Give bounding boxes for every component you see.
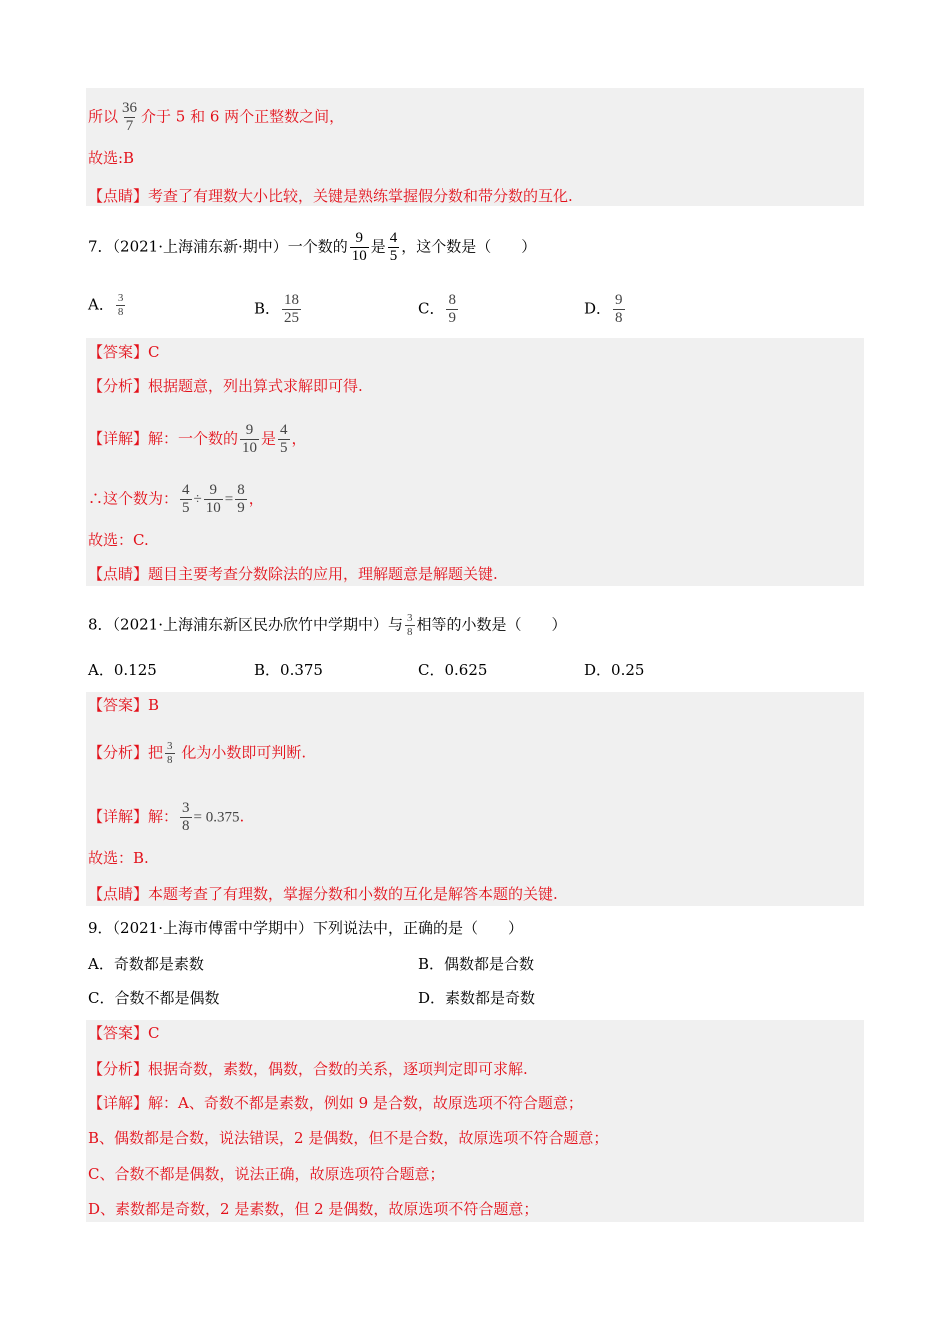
- q6-comment: 【点睛】考查了有理数大小比较，关键是熟练掌握假分数和带分数的互化.: [88, 187, 573, 205]
- q7-detail: 【详解】解：一个数的 $\frac{9}{10}$ 是 $\frac{4}{5}$ ，: [88, 422, 307, 456]
- q8-option-b: B．0.375: [254, 661, 323, 679]
- q8-stem: 8．（2021·上海浦东新区民办欣竹中学期中）与 $\frac{3}{8}$ 相等的小数是（ ）: [88, 612, 567, 638]
- fraction: $\frac{9}{10}$: [242, 422, 258, 456]
- q9-detail-line-d: D、素数都是奇数，2 是素数，但 2 是偶数，故原选项不符合题意；: [88, 1200, 539, 1218]
- q7-option-c: C． $\frac{8}{9}$: [418, 292, 456, 326]
- q9-analysis: 【分析】根据奇数，素数，偶数，合数的关系，逐项判定即可求解.: [88, 1060, 528, 1078]
- fraction: $\frac{3}{8}$: [407, 612, 413, 638]
- q8-answer: 【答案】B: [88, 696, 160, 714]
- fraction-36-7: $\frac{36}{7}$: [122, 100, 138, 134]
- answer-block-q9: [86, 1020, 864, 1222]
- q7-choose: 故选：C.: [88, 531, 149, 549]
- q8-comment: 【点睛】本题考查了有理数，掌握分数和小数的互化是解答本题的关键.: [88, 885, 558, 903]
- q9-option-b: B．偶数都是合数: [418, 955, 535, 973]
- q9-detail-line-b: B、偶数都是合数，说法错误，2 是偶数，但不是合数，故原选项不符合题意；: [88, 1129, 609, 1147]
- q9-option-a: A．奇数都是素数: [88, 955, 204, 973]
- fraction: $\frac{4}{5}$: [389, 230, 398, 264]
- q9-detail-line-c: C、合数不都是偶数，说法正确，故原选项符合题意；: [88, 1165, 445, 1183]
- q8-option-a: A．0.125: [88, 661, 157, 679]
- fraction: $\frac{9}{10}$: [351, 230, 367, 264]
- q9-stem: 9．（2021·上海市傅雷中学期中）下列说法中，正确的是（ ）: [88, 919, 523, 937]
- q7-comment: 【点睛】题目主要考查分数除法的应用，理解题意是解题关键.: [88, 565, 498, 583]
- fraction: $\frac{4}{5}$: [280, 422, 288, 456]
- q6-conclusion: 所以 $\frac{36}{7}$ 介于 5 和 6 两个正整数之间，: [88, 100, 345, 134]
- answer-block-q8: [86, 692, 864, 906]
- q7-stem: 7．（2021·上海浦东新·期中）一个数的 $\frac{9}{10}$ 是 $\frac{4}{5}$ ，这个数是（ ）: [88, 230, 537, 264]
- q9-option-d: D．素数都是奇数: [418, 989, 536, 1007]
- q7-option-b: B． $\frac{18}{25}$: [254, 292, 300, 326]
- q7-option-a: A． $\frac{3}{8}$: [88, 292, 124, 318]
- q8-analysis: 【分析】把 $\frac{3}{8}$ 化为小数即可判断.: [88, 740, 307, 766]
- q8-option-d: D．0.25: [584, 661, 645, 679]
- q7-calculation: ∴这个数为： $\frac{4}{5}$ ÷ $\frac{9}{10}$ = $\frac{8}{9}$ ，: [88, 482, 264, 516]
- q8-detail: 【详解】解： $\frac{3}{8}$ = 0.375.: [88, 800, 245, 834]
- q9-detail: 【详解】解：A、奇数不都是素数，例如 9 是合数，故原选项不符合题意；: [88, 1094, 583, 1112]
- q7-option-d: D． $\frac{9}{8}$: [584, 292, 623, 326]
- q8-option-c: C．0.625: [418, 661, 488, 679]
- q6-choose: 故选:B: [88, 149, 135, 167]
- q7-answer: 【答案】C: [88, 343, 160, 361]
- q9-option-c: C．合数不都是偶数: [88, 989, 220, 1007]
- q8-choose: 故选：B.: [88, 849, 149, 867]
- q9-answer: 【答案】C: [88, 1024, 160, 1042]
- q7-analysis: 【分析】根据题意，列出算式求解即可得.: [88, 377, 363, 395]
